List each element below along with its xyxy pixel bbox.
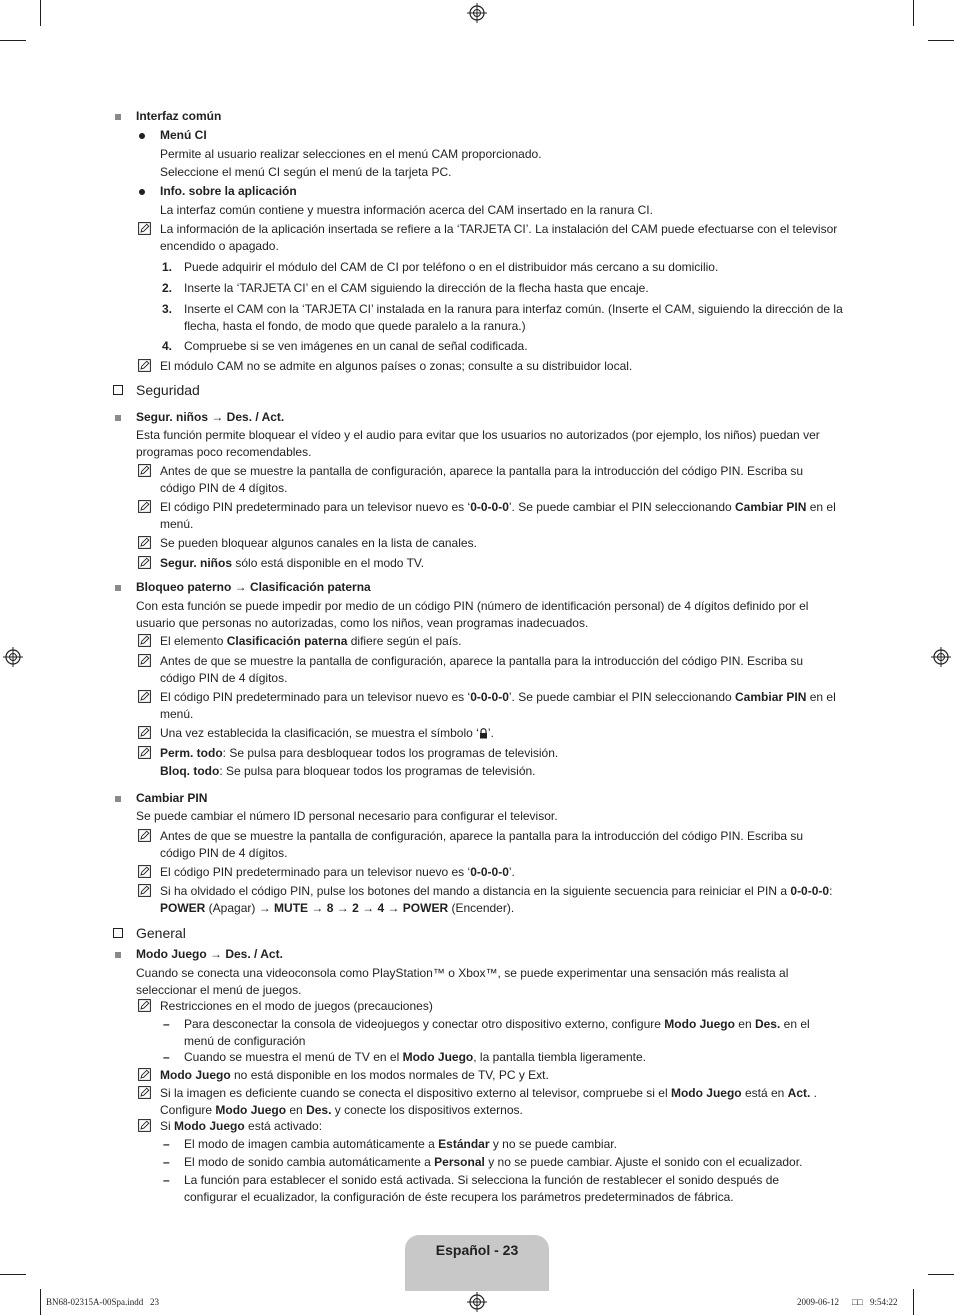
step-text: Inserte la ‘TARJETA CI’ en el CAM siguiendo la dirección de la flecha hasta que encaje. — [184, 281, 649, 295]
parental-title: Bloqueo paterno → Clasificación paterna — [136, 580, 371, 594]
footer-time: 9:54:22 — [870, 1297, 898, 1307]
note-icon — [138, 464, 151, 477]
crop-mark — [40, 1289, 41, 1315]
crop-mark — [40, 0, 41, 26]
note-icon — [138, 1119, 151, 1132]
parental-desc: Con esta función se puede impedir por medio de un código PIN (número de identificación personal) de 4 dígitos definido por el usuario que personas no autorizadas, como los niños, vean programas inadecuados. — [136, 599, 809, 630]
note-icon — [138, 634, 151, 647]
change-pin-note-2: El código PIN predeterminado para un televisor nuevo es ‘0-0-0-0’. — [160, 865, 515, 879]
note-icon — [138, 726, 151, 739]
dash-bullet: – — [163, 1155, 170, 1169]
note-icon — [138, 359, 151, 372]
game-dash-3: El modo de imagen cambia automáticamente a Estándar y no se puede cambiar. — [184, 1137, 617, 1151]
game-mode-desc: Cuando se conecta una videoconsola como PlayStation™ o Xbox™, se puede experimentar una sensación más realista al seleccionar el menú de juegos. — [136, 966, 789, 997]
menu-ci-label: Menú CI — [160, 128, 207, 142]
footer-boxes: □□ — [852, 1297, 863, 1307]
change-pin-desc: Se puede cambiar el número ID personal necesario para configurar el televisor. — [136, 809, 558, 823]
section-box-icon — [113, 928, 123, 938]
step-number: 3. — [162, 302, 173, 316]
note-icon — [138, 654, 151, 667]
note-icon — [138, 222, 151, 235]
app-info-line1: La interfaz común contiene y muestra información acerca del CAM insertado en la ranura CI. — [160, 203, 653, 217]
child-lock-note-2: El código PIN predeterminado para un televisor nuevo es ‘0-0-0-0’. Se puede cambiar el PIN seleccionando Cambiar PIN en el menú. — [160, 500, 836, 531]
game-note-1: Restricciones en el modo de juegos (precauciones) — [160, 999, 433, 1013]
note-icon — [138, 865, 151, 878]
registration-mark-icon — [3, 647, 23, 667]
step-number: 4. — [162, 339, 173, 353]
ci-title: Interfaz común — [136, 109, 222, 123]
app-info-label: Info. sobre la aplicación — [160, 184, 297, 198]
crop-mark — [913, 1289, 914, 1315]
crop-mark — [913, 0, 914, 26]
note-icon — [138, 1068, 151, 1081]
game-mode-title: Modo Juego → Des. / Act. — [136, 947, 283, 961]
parental-note-2: Antes de que se muestre la pantalla de configuración, aparece la pantalla para la introducción del código PIN. Escriba su código PIN de 4 dígitos. — [160, 654, 804, 685]
security-heading: Seguridad — [136, 382, 200, 398]
parental-note-5: Perm. todo: Se pulsa para desbloquear todos los programas de televisión. — [160, 746, 559, 760]
crop-mark — [0, 40, 26, 41]
square-bullet-icon — [115, 585, 121, 591]
child-lock-title: Segur. niños → Des. / Act. — [136, 410, 285, 424]
footer-date: 2009-06-12 — [797, 1297, 839, 1307]
change-pin-note-1: Antes de que se muestre la pantalla de configuración, aparece la pantalla para la introducción del código PIN. Escriba su código PIN de 4 dígitos. — [160, 829, 804, 860]
page-number-label: Español - 23 — [435, 1242, 519, 1258]
game-note-2: Modo Juego no está disponible en los modos normales de TV, PC y Ext. — [160, 1068, 549, 1082]
registration-mark-icon — [467, 1292, 487, 1312]
note-icon — [138, 556, 151, 569]
crop-mark — [928, 1274, 954, 1275]
square-bullet-icon — [115, 415, 121, 421]
parental-note-3: El código PIN predeterminado para un televisor nuevo es ‘0-0-0-0’. Se puede cambiar el PIN seleccionando Cambiar PIN en el menú. — [160, 690, 836, 721]
dash-bullet: – — [163, 1137, 170, 1151]
game-dash-5: La función para establecer el sonido está activada. Si selecciona la función de restablecer el sonido después de configurar el ecualizador, la configuración de éste recupera los parámetros predeterminados de fábrica. — [184, 1173, 780, 1204]
crop-mark — [0, 1274, 26, 1275]
note-icon — [138, 884, 151, 897]
note-icon — [138, 690, 151, 703]
footer-file-name: BN68-02315A-00Spa.indd 23 — [46, 1297, 159, 1307]
menu-ci-line1: Permite al usuario realizar selecciones en el menú CAM proporcionado. — [160, 147, 542, 161]
square-bullet-icon — [115, 796, 121, 802]
square-bullet-icon — [115, 114, 121, 120]
step-text: Compruebe si se ven imágenes en un canal de señal codificada. — [184, 339, 528, 353]
crop-mark — [928, 40, 954, 41]
ci-note-2: El módulo CAM no se admite en algunos países o zonas; consulte a su distribuidor local. — [160, 359, 633, 373]
game-dash-2: Cuando se muestra el menú de TV en el Modo Juego, la pantalla tiembla ligeramente. — [184, 1050, 647, 1064]
section-box-icon — [113, 385, 123, 395]
round-bullet-icon — [139, 189, 145, 195]
change-pin-title: Cambiar PIN — [136, 791, 208, 805]
note-icon — [138, 1086, 151, 1099]
general-heading: General — [136, 925, 186, 941]
lock-icon — [479, 728, 488, 739]
child-lock-note-4: Segur. niños sólo está disponible en el modo TV. — [160, 556, 425, 570]
game-dash-1: Para desconectar la consola de videojuegos y conectar otro dispositivo externo, configure Modo Juego en Des. en el menú de configuración — [184, 1017, 810, 1048]
parental-note-1: El elemento Clasificación paterna difiere según el país. — [160, 634, 462, 648]
game-note-4: Si Modo Juego está activado: — [160, 1119, 323, 1133]
step-number: 2. — [162, 281, 173, 295]
dash-bullet: – — [163, 1017, 170, 1031]
round-bullet-icon — [139, 133, 145, 139]
ci-note-1: La información de la aplicación insertada se refiere a la ‘TARJETA CI’. La instalación del CAM puede efectuarse con el televisor encendido o apagado. — [160, 222, 838, 253]
note-icon — [138, 746, 151, 759]
note-icon — [138, 536, 151, 549]
dash-bullet: – — [163, 1050, 170, 1064]
change-pin-note-3: Si ha olvidado el código PIN, pulse los botones del mando a distancia en la siguiente secuencia para reiniciar el PIN a 0-0-0-0: POWER (Apagar) → MUTE → 8 → 2 → 4 → POWER (Encender). — [160, 884, 833, 915]
step-text: Inserte el CAM con la ‘TARJETA CI’ instalada en la ranura para interfaz común. (Inserte el CAM, siguiendo la dirección de la flecha, hasta el fondo, de modo que quede paralelo a la ranura.) — [184, 302, 843, 333]
parental-note-4: Una vez establecida la clasificación, se muestra el símbolo ‘ ’. — [160, 726, 494, 740]
note-icon — [138, 829, 151, 842]
game-dash-4: El modo de sonido cambia automáticamente a Personal y no se puede cambiar. Ajuste el sonido con el ecualizador. — [184, 1155, 803, 1169]
game-note-3: Si la imagen es deficiente cuando se conecta el dispositivo externo al televisor, compruebe si el Modo Juego está en Act. . Configure Modo Juego en Des. y conecte los dispositivos externos. — [160, 1086, 818, 1117]
step-number: 1. — [162, 260, 173, 274]
note-icon — [138, 999, 151, 1012]
square-bullet-icon — [115, 952, 121, 958]
parental-note-6: Bloq. todo: Se pulsa para bloquear todos los programas de televisión. — [160, 764, 536, 778]
dash-bullet: – — [163, 1173, 170, 1187]
registration-mark-icon — [467, 3, 487, 23]
child-lock-note-3: Se pueden bloquear algunos canales en la lista de canales. — [160, 536, 477, 550]
child-lock-desc: Esta función permite bloquear el vídeo y el audio para evitar que los usuarios no autorizados (por ejemplo, los niños) puedan ver programas poco recomendables. — [136, 428, 820, 459]
note-icon — [138, 500, 151, 513]
registration-mark-icon — [931, 647, 951, 667]
child-lock-note-1: Antes de que se muestre la pantalla de configuración, aparece la pantalla para la introducción del código PIN. Escriba su código PIN de 4 dígitos. — [160, 464, 804, 495]
menu-ci-line2: Seleccione el menú CI según el menú de la tarjeta PC. — [160, 165, 452, 179]
step-text: Puede adquirir el módulo del CAM de CI por teléfono o en el distribuidor más cercano a su domicilio. — [184, 260, 719, 274]
